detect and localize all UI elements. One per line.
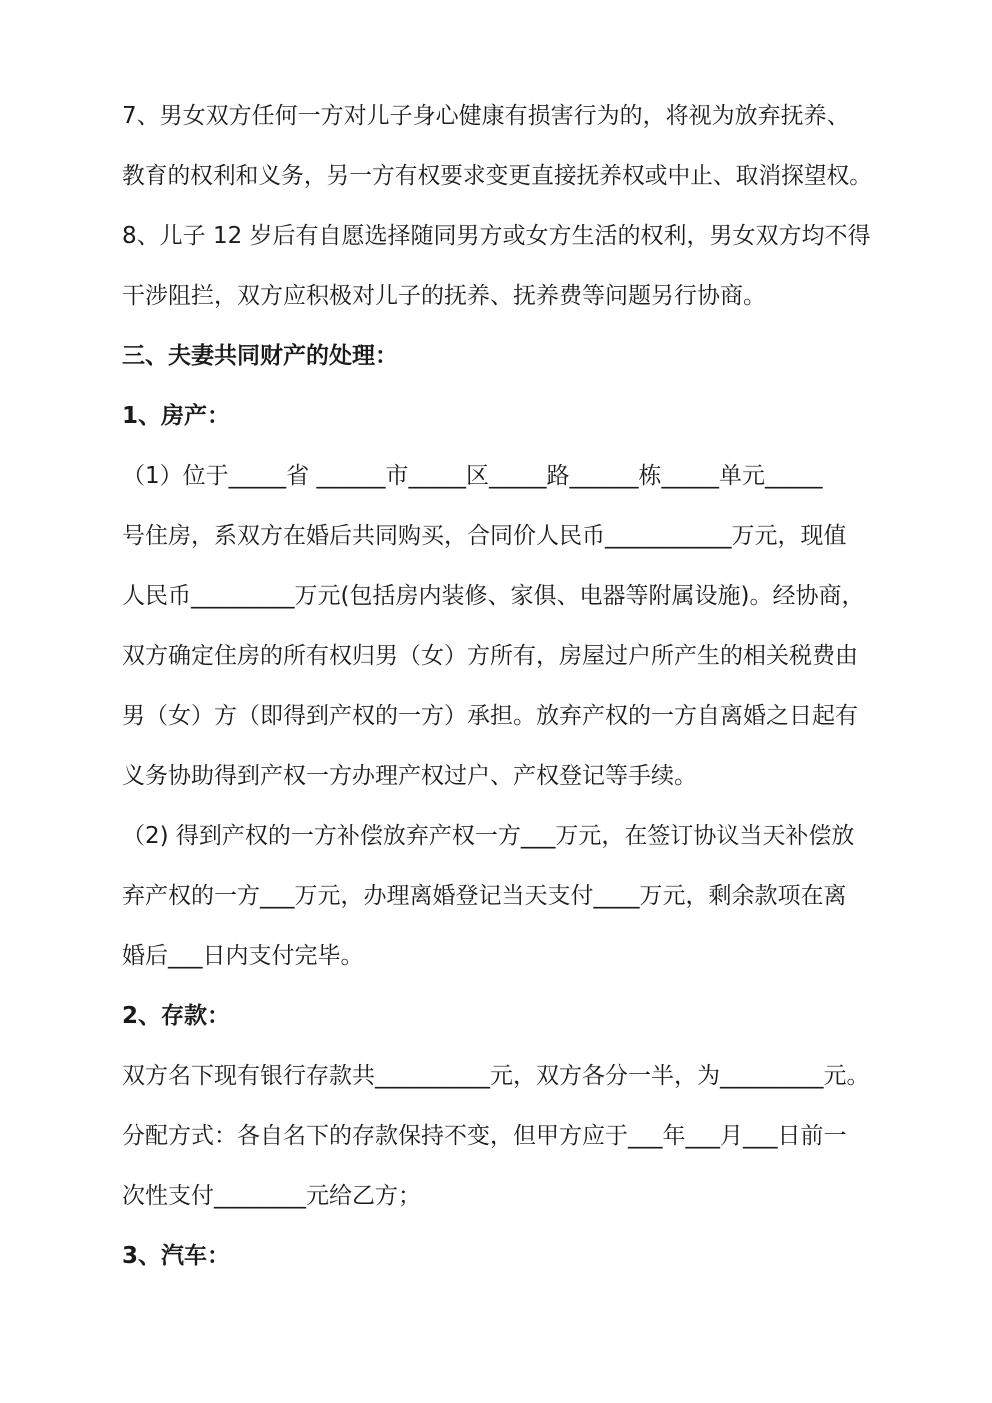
- real-estate-item-1-line-3: 人民币_________万元(包括房内装修、家俱、电器等附属设施)。经协商，: [122, 583, 865, 609]
- real-estate-item-1-line-5: 男（女）方（即得到产权的一方）承担。放弃产权的一方自离婚之日起有: [122, 703, 858, 729]
- real-estate-item-2-line-1: （2) 得到产权的一方补偿放弃产权一方___万元，在签订协议当天补偿放: [122, 823, 855, 849]
- real-estate-item-2-line-2: 弃产权的一方___万元，办理离婚登记当天支付____万元，剩余款项在离: [122, 883, 847, 909]
- clause-7-line-1: 7、男女双方任何一方对儿子身心健康有损害行为的，将视为放弃抚养、: [122, 103, 850, 129]
- real-estate-item-1-line-4: 双方确定住房的所有权归男（女）方所有，房屋过户所产生的相关税费由: [122, 643, 858, 669]
- subheading-car: 3、汽车：: [122, 1243, 231, 1269]
- clause-8-line-1: 8、儿子 12 岁后有自愿选择随同男方或女方生活的权利，男女双方均不得: [122, 223, 871, 249]
- subheading-real-estate: 1、房产：: [122, 403, 231, 429]
- deposits-line-3: 次性支付________元给乙方；: [122, 1183, 421, 1209]
- real-estate-item-1-line-6: 义务协助得到产权一方办理产权过户、产权登记等手续。: [122, 763, 697, 789]
- real-estate-item-1-line-2: 号住房，系双方在婚后共同购买，合同价人民币___________万元，现值: [122, 523, 847, 549]
- real-estate-item-1-line-1: （1）位于_____省 ______市_____区_____路______栋_____单元_____: [122, 463, 823, 489]
- section-heading-property: 三、夫妻共同财产的处理：: [122, 343, 398, 369]
- clause-8-line-2: 干涉阻拦，双方应积极对儿子的抚养、抚养费等问题另行协商。: [122, 283, 766, 309]
- real-estate-item-2-line-3: 婚后___日内支付完毕。: [122, 943, 364, 969]
- subheading-deposits: 2、存款：: [122, 1003, 231, 1029]
- clause-7-line-2: 教育的权利和义务，另一方有权要求变更直接抚养权或中止、取消探望权。: [122, 163, 872, 189]
- deposits-line-1: 双方名下现有银行存款共__________元，双方各分一半，为_________元。: [122, 1063, 870, 1089]
- deposits-line-2: 分配方式：各自名下的存款保持不变，但甲方应于___年___月___日前一: [122, 1123, 847, 1149]
